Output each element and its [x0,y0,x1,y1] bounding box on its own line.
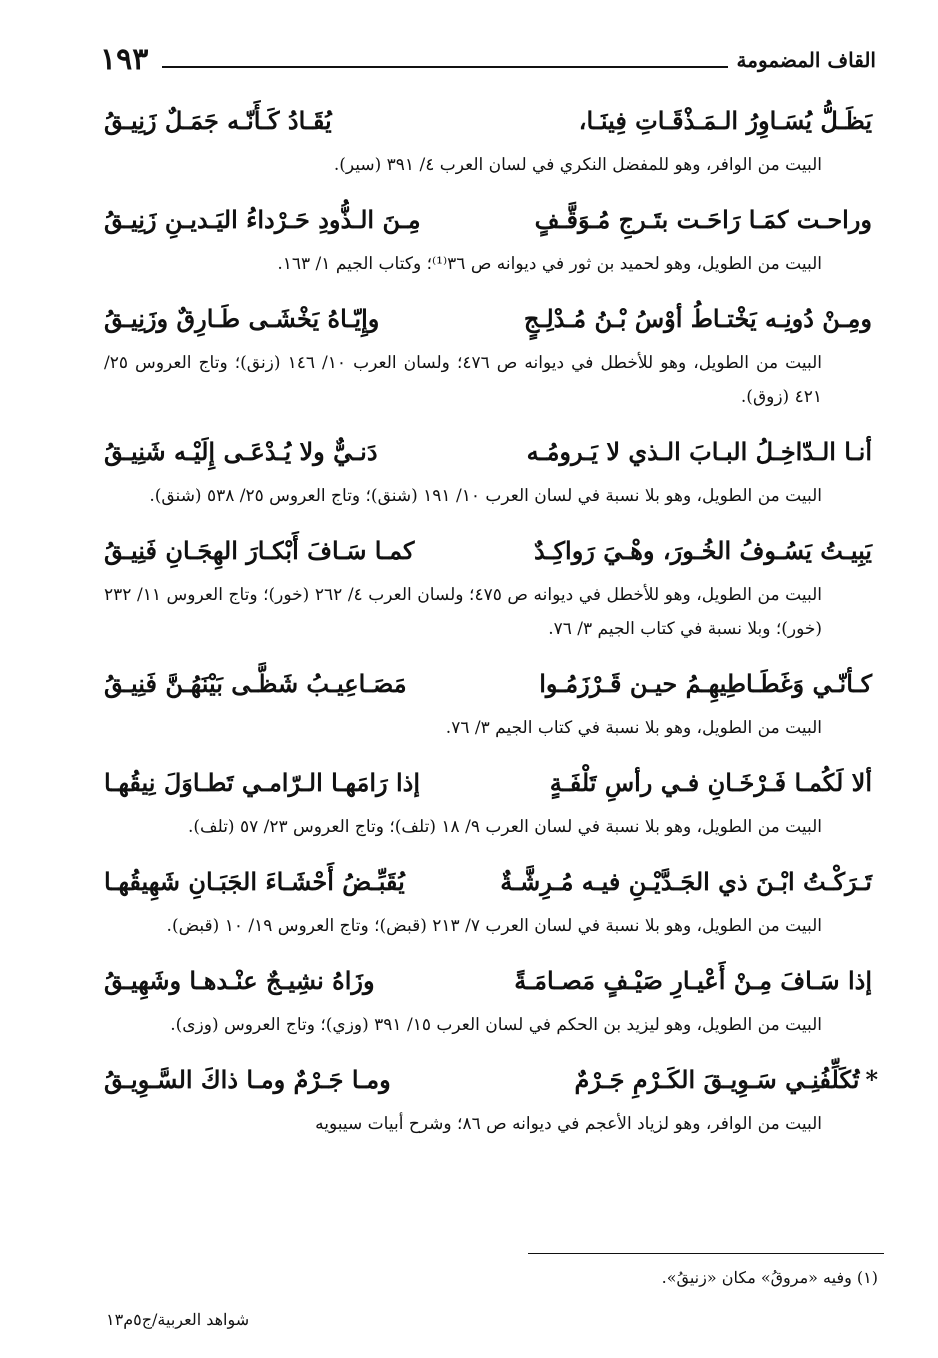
first-hemistich: ألا لَكُمـا فَـرْخَـانِ فـي رأسِ تَلْفَـةٍ [549,768,872,797]
second-hemistich: ومـا جَـرْمٌ ومـا ذاكَ السَّـوِيـقُ [104,1065,391,1094]
citation-note: البيت من الطويل، وهو ليزيد بن الحكم في لسان العرب ١٥/ ٣٩١ (وزي)؛ وتاج العروس (وزى). [170,1015,822,1035]
verse-line [104,524,878,578]
first-hemistich: *تُكَلِّفُنِـي سَـوِيـقَ الكَـرْمِ جَـرْمٌ [574,1065,878,1094]
citation-note: البيت من الطويل، وهو بلا نسبة في كتاب الجيم ٣/ ٧٦. [445,718,822,738]
second-hemistich: وزَاهُ نشِيـجٌ عنْـدهـا وشَهِيـقُ [104,966,375,995]
verse-line [104,292,878,346]
verse-line [104,94,878,148]
verse-line [104,954,878,1008]
verse-entry [104,94,878,182]
second-hemistich: يُقَـادُ كَـأَنّـه جَمَـلٌ زَنِيـقُ [104,106,332,135]
verse-line [104,855,878,909]
second-hemistich: إذا رَامَهـا الـرّامـي تَطـاوَلَ نِيقُهـا [104,768,420,797]
header-rule [162,66,728,68]
citation-note: البيت من الطويل، وهو بلا نسبة في لسان العرب ١٠/ ١٩١ (شنق)؛ وتاج العروس ٢٥/ ٥٣٨ (شنق). [149,486,822,506]
star-marker: * [865,1065,878,1094]
verse-entry [104,756,878,844]
second-hemistich: مِـنَ الـذُّودِ حَـرْداءُ اليَـديـنِ زَنِيـقُ [104,205,421,234]
second-hemistich: دَنـيٌّ ولا يُـدْعَـى إِلَيْـه شَنِيـقُ [104,437,378,466]
chapter-title: القاف المضمومة [736,48,876,72]
first-hemistich: تَـرَكْـتُ ابْـنَ ذي الجَـدَّيْـنِ فيـه مُـرِشَّـةٌ [500,867,872,896]
citation-note: البيت من الطويل، وهو بلا نسبة في لسان العرب ٩/ ١٨ (تلف)؛ وتاج العروس ٢٣/ ٥٧ (تلف). [187,817,822,837]
verse-entry [104,193,878,281]
first-hemistich: إذا سَـافَ مِـنْ أَعْيـارِ صَيْـفٍ مَصـامَـةً [514,966,872,995]
verse-list [104,94,878,1152]
first-hemistich: ومِـنْ دُونِـه يَخْتـاطُ أوْسُ بْـنُ مُـدْلِـجٍ [523,304,872,333]
verse-entry [104,425,878,513]
first-hemistich: يَظَـلُّ يُسَـاوِرُ الـمَـذْقَـاتِ فِينَـا، [578,106,872,135]
printer-signature: شواهد العربية/ج٥م١٣ [106,1310,250,1329]
verse-entry [104,524,878,646]
verse-line [104,193,878,247]
second-hemistich: مَصَـاعِيـبُ شَظَّـى بَيْنَهُـنَّ فَنِيـقُ [104,669,407,698]
verse-line [104,657,878,711]
citation-note: البيت من الطويل، وهو بلا نسبة في لسان العرب ٧/ ٢١٣ (قبض)؛ وتاج العروس ١٩/ ١٠ (قبض). [166,916,822,936]
verse-line [104,425,878,479]
verse-line [104,1053,878,1107]
citation-note: البيت من الوافر، وهو للمفضل النكري في لسان العرب ٤/ ٣٩١ (سير). [333,155,822,175]
footnote: (١) وفيه «مروقُ» مكان «زنيقُ». [661,1268,878,1287]
footnote-rule [528,1253,884,1254]
citation-note: البيت من الطويل، وهو لحميد بن ثور في ديوانه ص ٣٦⁽¹⁾؛ وكتاب الجيم ١/ ١٦٣. [277,254,822,274]
verse-entry [104,1053,878,1141]
first-hemistich: يَبِيـتُ يَسُـوفُ الخُـورَ، وهْـيَ رَواكِـدٌ [533,536,872,565]
verse-entry [104,657,878,745]
page-number: ١٩٣ [100,42,149,77]
first-hemistich: أنـا الـدّاخِـلُ البـابَ الـذي لا يَـرومُـه [526,437,872,466]
citation-note: البيت من الطويل، وهو للأخطل في ديوانه ص ٤٧٥؛ ولسان العرب ٤/ ٢٦٢ (خور)؛ وتاج العروس ١١/ ٢٣٢ (خور)؛ وبلا نسبة في كتاب الجيم ٣/ ٧٦. [104,585,822,639]
verse-entry [104,292,878,414]
first-hemistich: كـأنّـي وَغَطَـاطِيهِـمُ حيـن قَـرْزَمُـوا [539,669,872,698]
second-hemistich: يُقَبِّـضُ أَحْشَـاءَ الجَبَـانِ شَهِيقُهـا [104,867,405,896]
verse-line [104,756,878,810]
first-hemistich: وراحـت كمَـا رَاحَـت بتَـرجِ مُـوَقَّـفٍ [534,205,872,234]
second-hemistich: وإِيّـاهُ يَخْشَـى طَـارِقٌ وزَنِيـقُ [104,304,380,333]
second-hemistich: كمـا سَـافَ أَبْكـارَ الهِجَـانِ فَنِيـقُ [104,536,415,565]
page-header [100,40,876,84]
citation-note: البيت من الوافر، وهو لزياد الأعجم في ديوانه ص ٨٦؛ وشرح أبيات سيبويه [315,1114,822,1134]
citation-note: البيت من الطويل، وهو للأخطل في ديوانه ص ٤٧٦؛ ولسان العرب ١٠/ ١٤٦ (زنق)؛ وتاج العروس ٢٥/ ٤٢١ (زوق). [104,353,822,407]
verse-entry [104,855,878,943]
verse-entry [104,954,878,1042]
